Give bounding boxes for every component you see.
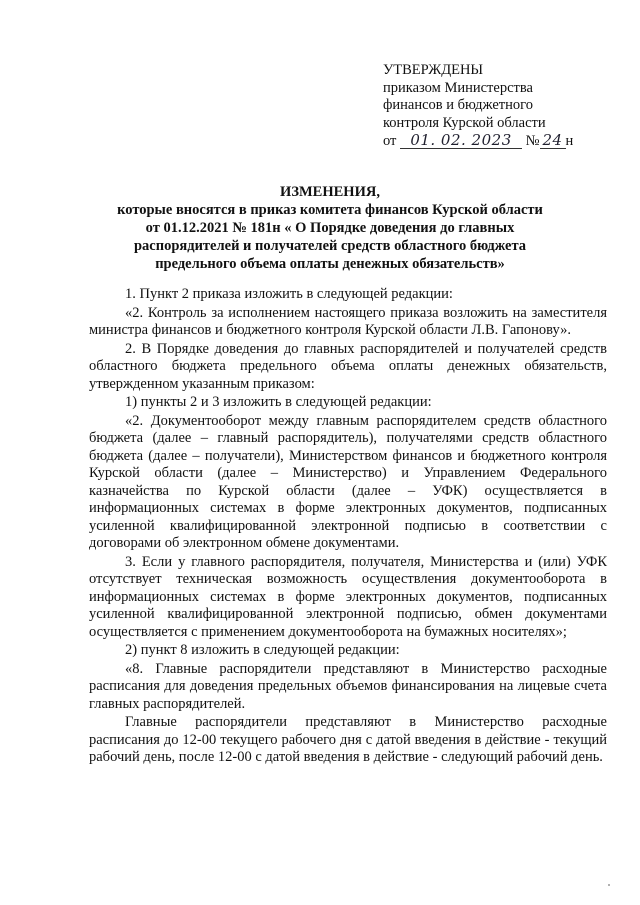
approval-date-line [383,132,623,151]
approval-line-region: контроля Курской области [383,114,546,131]
paragraph-9: Главные распорядители представляют в Министерство расходные расписания до 12-00 текущего рабочего дня с датой введения в действие - текущий рабочий день, после 12-00 с датой введения в действие - следующий рабочий день. [89,714,607,765]
heading-line-2: от 01.12.2021 № 181н « О Порядке доведения до главных [145,220,515,236]
paragraph-6: 3. Если у главного распорядителя, получателя, Министерства и (или) УФК отсутствует техническая возможность осуществления документооборота в информационных системах в форме электронных документов, подписанных усиленной квалифицированной электронной подписью, обмен документами осуществляется с применением документооборота на бумажных носителях»; [89,553,607,640]
heading-line-4: предельного объема оплаты денежных обязательств» [155,256,505,272]
paragraph-3: 2. В Порядке доведения до главных распорядителей и получателей средств областного бюджета предельного объема оплаты денежных обязательств, утвержденном указанным приказом: [89,340,607,392]
approval-block [383,62,623,151]
approval-line-ministry: финансов и бюджетного [383,97,533,113]
approval-title: УТВЕРЖДЕНЫ [383,62,484,78]
paragraph-2: «2. Контроль за исполнением настоящего приказа возложить на заместителя министра финансов и бюджетного контроля Курской области Л.В. Гапонову». [89,304,607,338]
paragraph-7: 2) пункт 8 изложить в следующей редакции: [125,642,400,658]
heading-line-1: которые вносятся в приказ комитета финансов Курской области [117,202,543,218]
document-body [89,286,607,768]
number-suffix: н [565,133,574,149]
document-heading [60,183,600,273]
paragraph-5: «2. Документооборот между главным распорядителем средств областного бюджета (далее – главный распорядитель), получателями средств областного бюджета (далее – получатели), Министерством финансов и бюджетного контроля Курской области (далее – Министерство) и Управлением Федерального казначейства по Курской области (далее – УФК) осуществляется в информационных системах в форме электронных документов, подписанных усиленной квалифицированной электронной подписью в соответствии с договорами об электронном обмене документами. [89,412,607,551]
date-prefix: от [383,133,397,149]
handwritten-date: 01. 02. 2023 [400,132,522,149]
handwritten-number: 24 [540,132,566,149]
approval-line-order: приказом Министерства [383,79,533,96]
paragraph-8: «8. Главные распорядители представляют в Министерство расходные расписания для доведения предельных объемов финансирования на лицевые счета главных распорядителей. [89,660,607,712]
heading-title: ИЗМЕНЕНИЯ, [280,184,380,200]
number-prefix: № [525,133,540,149]
heading-line-3: распорядителей и получателей средств областного бюджета [133,238,527,254]
paragraph-4: 1) пункты 2 и 3 изложить в следующей редакции: [125,394,432,410]
scan-speck [608,884,610,886]
paragraph-1: 1. Пункт 2 приказа изложить в следующей редакции: [125,286,453,302]
